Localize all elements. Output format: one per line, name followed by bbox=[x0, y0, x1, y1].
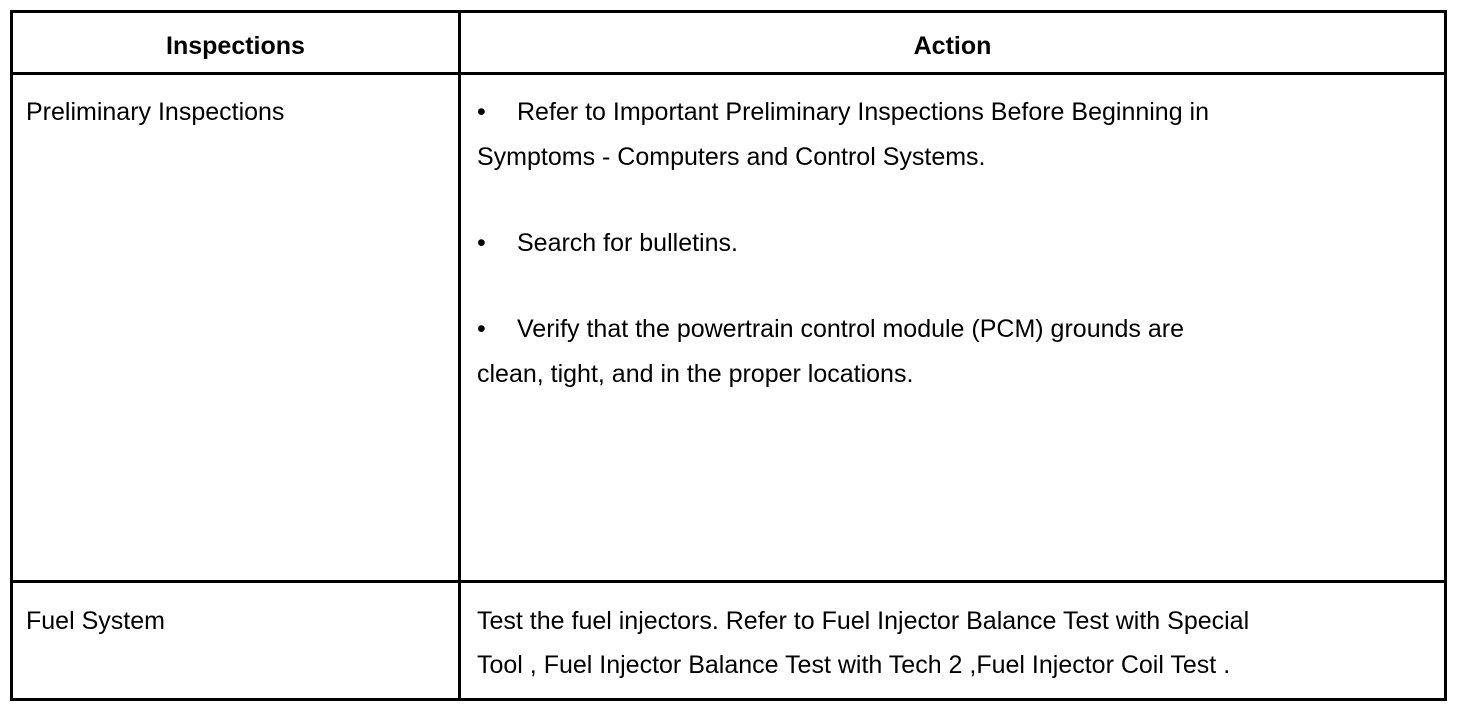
action-text-line: Tool , Fuel Injector Balance Test with Tech 2 ,Fuel Injector Coil Test . bbox=[477, 651, 1231, 679]
table-border-right bbox=[1444, 10, 1447, 701]
bullet-text-line: Search for bulletins. bbox=[517, 229, 738, 257]
header-action: Action bbox=[913, 32, 992, 60]
column-divider bbox=[458, 10, 461, 701]
action-bullet-3 bbox=[477, 307, 1184, 397]
bullet-marker: • bbox=[477, 98, 486, 126]
bullet-marker: • bbox=[477, 315, 486, 343]
bullet-marker: • bbox=[477, 229, 486, 257]
inspection-preliminary: Preliminary Inspections bbox=[26, 98, 285, 126]
inspection-fuel-system: Fuel System bbox=[26, 607, 165, 635]
row-divider bbox=[10, 580, 1447, 583]
action-bullet-1 bbox=[477, 90, 1209, 180]
header-inspections: Inspections bbox=[166, 32, 305, 60]
action-bullet-2 bbox=[477, 221, 738, 266]
bullet-text-line: Symptoms - Computers and Control Systems. bbox=[477, 143, 986, 171]
table-border-top bbox=[10, 10, 1447, 13]
bullet-text-line: Verify that the powertrain control module (PCM) grounds are bbox=[517, 315, 1184, 343]
header-divider bbox=[10, 72, 1447, 75]
table-border-bottom bbox=[10, 698, 1447, 701]
action-text-line: Test the fuel injectors. Refer to Fuel Injector Balance Test with Special bbox=[477, 607, 1250, 635]
table-border-left bbox=[10, 10, 13, 701]
bullet-text-line: Refer to Important Preliminary Inspections Before Beginning in bbox=[517, 98, 1210, 126]
bullet-text-line: clean, tight, and in the proper locations. bbox=[477, 360, 914, 388]
action-fuel-system bbox=[477, 599, 1249, 687]
